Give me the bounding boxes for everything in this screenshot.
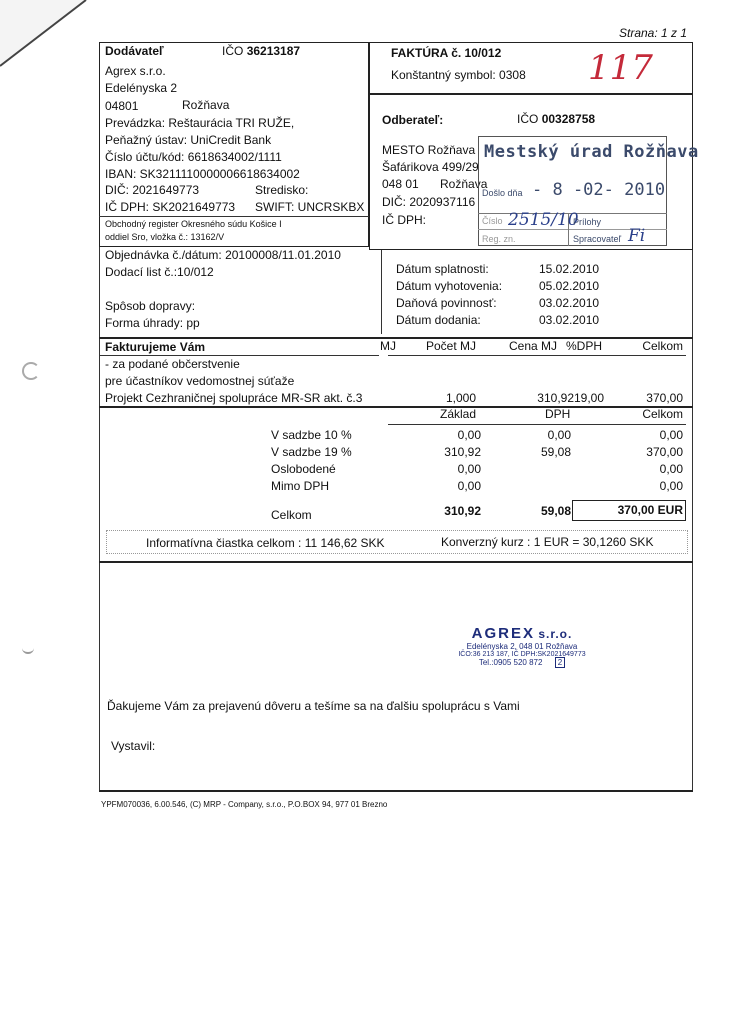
date-value: 05.02.2010 [539,279,600,293]
software-footer: YPFM070036, 6.00.546, (C) MRP - Company, s.r.o., P.O.BOX 94, 977 01 Brezno [101,800,388,809]
summary-total-vat: 59,08 [540,504,571,518]
customer-zip: 048 01 [382,177,419,191]
header-underline [388,355,686,356]
supplier-ico [222,44,300,58]
date-label: Dátum dodania: [396,313,481,327]
summary-header-underline [388,424,686,425]
summary-row-label: Oslobodené [271,462,336,476]
supplier-heading: Dodávateľ [105,44,164,58]
divider [99,216,369,217]
date-label: Dátum vyhotovenia: [396,279,503,293]
transport-method: Spôsob dopravy: [105,299,196,313]
summary-row-label: V sadzbe 10 % [271,428,352,442]
table-top-border [99,337,693,339]
supplier-bank: Peňažný ústav: UniCredit Bank [105,133,272,147]
supplier-name: Agrex s.r.o. [105,64,166,78]
date-value: 03.02.2010 [539,296,600,310]
supplier-iban: IBAN: SK3211110000006618634002 [105,167,300,181]
summary-header-vat: DPH [545,407,571,421]
dates-box-left-border [381,250,382,334]
summary-header-total: Celkom [642,407,683,421]
items-bottom-border [99,406,693,408]
summary-row-base: 310,92 [444,445,481,459]
col-header-vat-pct: %DPH [566,339,603,353]
info-amount-skk: Informatívna čiastka celkom : 11 146,62 SKK [146,536,385,550]
stamp-registry-label: Reg. zn. [482,234,516,244]
header-underline [99,355,379,356]
page-right-border [692,250,693,790]
thanks-message: Ďakujeme Vám za prejavenú dôveru a tešíme sa na ďalšiu spoluprácu s Vami [107,699,520,713]
summary-total-base: 310,92 [444,504,481,518]
company-stamp-suffix: s.r.o. [538,627,573,641]
customer-name: MESTO Rožňava [382,143,476,157]
col-header-unit-price: Cena MJ [509,339,558,353]
company-stamp-address: Edelényska 2, 048 01 Rožňava [466,642,578,651]
supplier-center: Stredisko: [255,183,309,197]
date-label: Dátum splatnosti: [396,262,489,276]
date-value: 03.02.2010 [539,313,600,327]
summary-row-base: 0,00 [457,428,481,442]
col-header-description: Fakturujeme Vám [105,340,206,354]
customer-ic-dph: IČ DPH: [382,213,427,227]
col-header-total: Celkom [642,339,683,353]
col-header-quantity: Počet MJ [426,339,477,353]
page-number: Strana: 1 z 1 [619,26,688,40]
customer-dic: DIČ: 2020937116 [382,195,476,209]
grand-total: 370,00 EUR [617,503,683,517]
constant-symbol: Konštantný symbol: 0308 [391,68,526,82]
summary-row-total: 0,00 [659,479,683,493]
company-stamp-name: AGREX [471,625,535,642]
stamp-received-label: Došlo dňa [482,188,523,198]
delivery-note: Dodací list č.:10/012 [105,265,214,279]
order-number: Objednávka č./dátum: 20100008/11.01.2010 [105,248,341,262]
summary-header-base: Základ [440,407,477,421]
page-bottom-border [99,790,693,792]
stamp-number-label: Číslo [482,216,503,226]
supplier-operation: Prevádzka: Reštaurácia TRI RUŽE, [105,116,295,130]
summary-row-total: 0,00 [659,428,683,442]
summary-row-label: V sadzbe 19 % [271,445,352,459]
supplier-swift: SWIFT: UNCRSKBX [255,200,365,214]
customer-street: Šafárikova 499/29 [382,160,479,174]
date-value: 15.02.2010 [539,262,600,276]
date-label: Daňová povinnosť: [396,296,497,310]
supplier-ico-value: 36213187 [246,44,301,58]
conversion-bottom-border [99,561,693,563]
summary-row-label: Mimo DPH [271,479,330,493]
stamp-received-date: - 8 -02- 2010 [532,180,666,200]
supplier-register-line1: Obchodný register Okresného súdu Košice I [105,219,282,229]
summary-row-total: 370,00 [646,445,683,459]
invoice-title: FAKTÚRA č. 10/012 [391,46,502,60]
summary-row-total: 0,00 [659,462,683,476]
company-stamp-ids: IČO:36 213 187, IČ DPH:SK2021649773 [458,651,586,658]
stamp-attachments-label: Prílohy [573,217,602,227]
summary-row-base: 0,00 [457,479,481,493]
stamp-number: 2515/10 [508,210,579,230]
company-stamp-number: 2 [555,657,565,668]
item-quantity: 1,000 [445,391,476,405]
col-header-unit: MJ [380,339,396,353]
item-description-line: - za podané občerstvenie [105,357,240,371]
item-description-line: Projekt Cezhraničnej spolupráce MR-SR akt. č.3 [105,391,363,405]
supplier-ic-dph: IČ DPH: SK2021649773 [105,200,236,214]
supplier-zip: 04801 [105,99,139,113]
folded-corner [0,0,90,70]
customer-city: Rožňava [440,177,488,191]
summary-row-base: 0,00 [457,462,481,476]
customer-ico [517,112,595,126]
supplier-register-line2: oddiel Sro, vložka č.: 13162/V [105,232,225,242]
item-vat-pct: 19,00 [573,391,604,405]
payment-method: Forma úhrady: pp [105,316,200,330]
summary-total-label: Celkom [271,508,312,522]
handwritten-invoice-number: 117 [588,48,653,88]
conversion-rate: Konverzný kurz : 1 EUR = 30,1260 SKK [441,535,654,549]
issued-by-label: Vystavil: [111,739,156,753]
supplier-ico-label: IČO [222,44,244,58]
stamp-handler-label: Spracovateľ [573,234,622,244]
item-description-line: pre účastníkov vedomostnej súťaže [105,374,295,388]
summary-row-vat: 0,00 [547,428,571,442]
page-left-border [99,247,100,790]
company-stamp [452,625,592,677]
supplier-dic: DIČ: 2021649773 [105,183,200,197]
stamp-handler-signature: Fi [628,226,646,246]
company-stamp-phone: Tel.:0905 520 872 [478,658,543,667]
supplier-street: Edelényska 2 [105,81,178,95]
customer-ico-label: IČO [517,112,539,126]
item-unit-price: 310,92 [537,391,574,405]
customer-ico-value: 00328758 [541,112,596,126]
stamp-office-name: Mestský úrad Rožňava [484,142,699,162]
punch-hole-mark [22,362,40,380]
supplier-account: Číslo účtu/kód: 6618634002/1111 [105,150,282,164]
customer-heading: Odberateľ: [382,113,444,127]
punch-hole-mark [22,646,34,654]
item-total: 370,00 [646,391,683,405]
supplier-city: Rožňava [182,98,230,112]
summary-row-vat: 59,08 [540,445,571,459]
